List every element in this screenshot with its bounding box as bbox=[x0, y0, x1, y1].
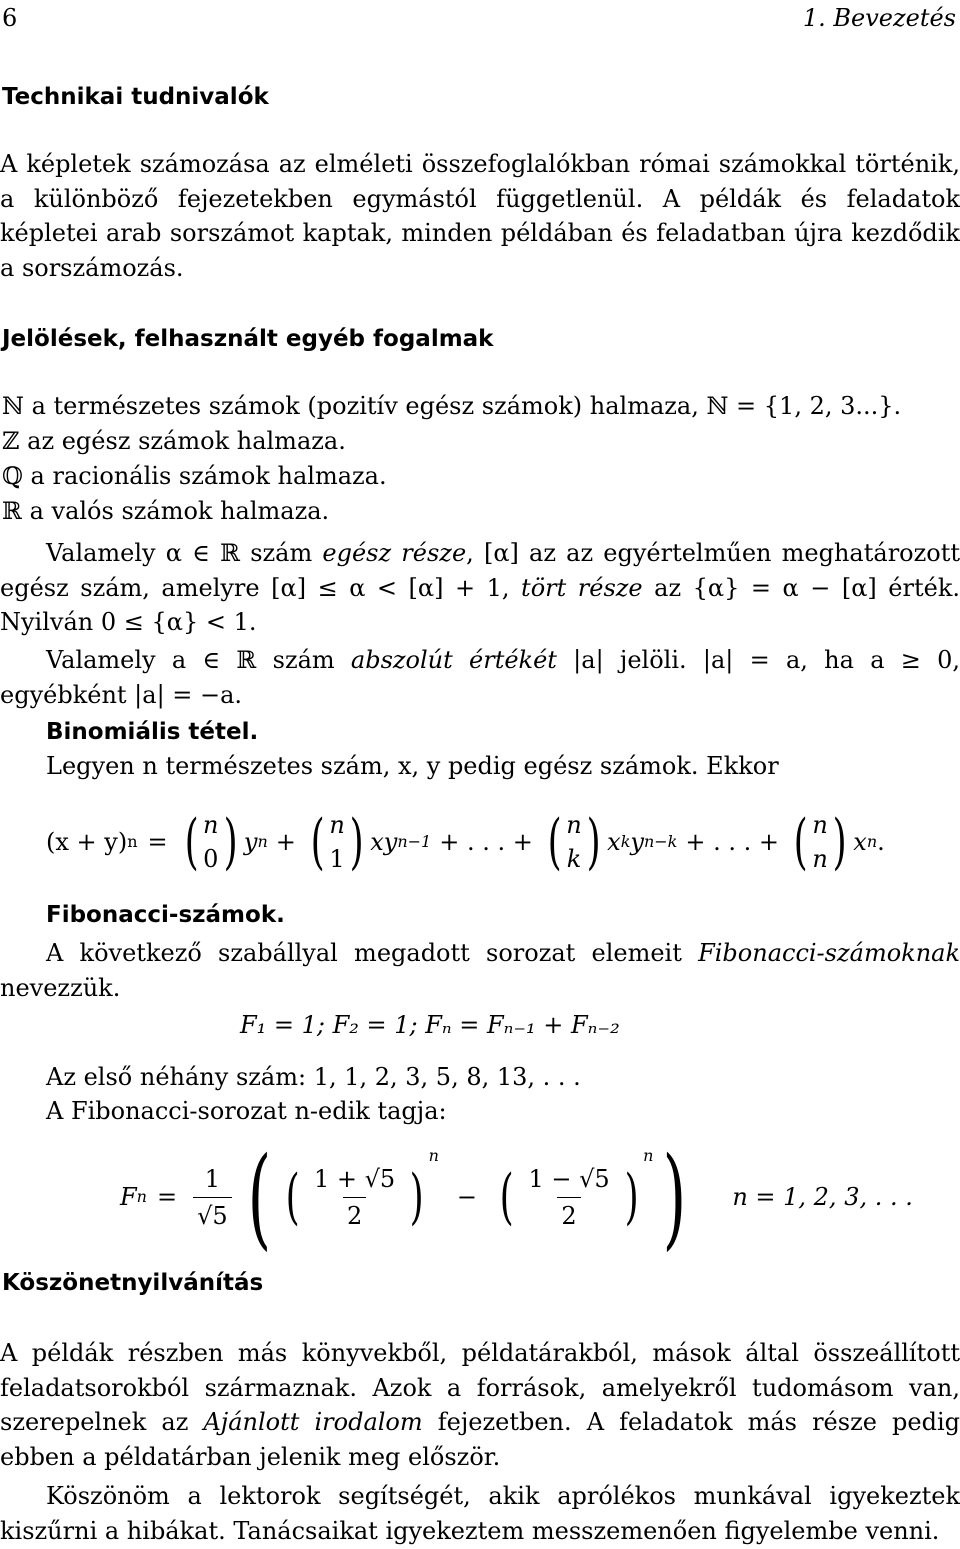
fibonacci-title: Fibonacci-számok. bbox=[46, 902, 285, 928]
term: x bbox=[853, 828, 867, 856]
binom-bottom: 1 bbox=[329, 845, 345, 873]
section-title-notation: Jelölések, felhasznált egyéb fogalmak bbox=[2, 326, 494, 352]
fibonacci-rule: F₁ = 1; F₂ = 1; Fₙ = Fₙ₋₁ + Fₙ₋₂ bbox=[240, 1011, 620, 1039]
paren: ) bbox=[409, 1162, 424, 1232]
text-run: A példák részben más könyvekből, példatárakból, mások által összeállított feladatsorokból származnak. Azok a források, amelyekről tudomásom van, szerepelnek az bbox=[0, 1339, 960, 1436]
paren: ) bbox=[624, 1162, 639, 1232]
binom-n-1 bbox=[306, 808, 368, 876]
equals: = bbox=[156, 1183, 178, 1211]
paren: ( bbox=[547, 807, 562, 877]
term: x bbox=[607, 828, 621, 856]
term: y bbox=[630, 828, 644, 856]
fraction-one-over-sqrt5 bbox=[193, 1165, 232, 1230]
lhs: (x + y) bbox=[46, 828, 128, 856]
term: y bbox=[243, 828, 258, 856]
integer-part-paragraph bbox=[0, 536, 960, 640]
thanks-paragraph-1 bbox=[0, 1336, 960, 1474]
minus: − bbox=[456, 1183, 478, 1211]
text-run: |a| jelöli. |a| = a, ha a ≥ 0, egyébként |a| = −a. bbox=[0, 646, 960, 709]
binom-bottom: k bbox=[566, 845, 582, 873]
paren: ( bbox=[285, 1162, 300, 1232]
binom-n-k bbox=[543, 808, 605, 876]
stack bbox=[566, 808, 581, 876]
binomial-formula: (x + y) n = ( n 0 ) y n + ( n 1 ) xy n−1 + . . . + ( n k ) x k y n−k + . . . + ( n n ) x n . bbox=[46, 807, 885, 877]
fraction-minus bbox=[524, 1165, 613, 1230]
term-fibonacci: Fibonacci-számoknak bbox=[698, 939, 960, 967]
binomial-title: Binomiális tétel. bbox=[46, 719, 259, 745]
fraction-plus bbox=[310, 1165, 399, 1230]
denominator: 2 bbox=[343, 1197, 366, 1230]
period: . bbox=[877, 828, 885, 856]
text-run: A következő szabállyal megadott sorozat elemeit bbox=[46, 939, 699, 967]
fibonacci-nth-intro: A Fibonacci-sorozat n-edik tagja: bbox=[46, 1097, 447, 1125]
paren: ( bbox=[310, 807, 325, 877]
running-header: 1. Bevezetés bbox=[802, 4, 956, 32]
term-absolute-value: abszolút értékét bbox=[350, 646, 557, 674]
section-title-thanks: Köszönetnyilvánítás bbox=[2, 1270, 264, 1296]
numerator: 1 + √5 bbox=[313, 1164, 396, 1193]
term-fractional-part: tört része bbox=[521, 573, 643, 602]
text-run: Valamely a ∈ ℝ szám bbox=[46, 646, 351, 674]
binom-n-0 bbox=[180, 808, 242, 876]
notation-Q: ℚ a racionális számok halmaza. bbox=[2, 462, 387, 490]
term: F bbox=[120, 1183, 137, 1211]
text-run: fejezetben. A feladatok más része pedig ebben a példatárban jelenik meg először. bbox=[0, 1408, 960, 1471]
paren: ) bbox=[586, 807, 601, 877]
text-run: nevezzük. bbox=[0, 973, 121, 1002]
thanks-paragraph-2: Köszönöm a lektorok segítségét, akik aprólékos munkával igyekeztek kiszűrni a hibákat. Tanácsaikat igyekeztem messzemenően figyelembe venni. bbox=[0, 1482, 960, 1545]
binom-n-n bbox=[789, 808, 851, 876]
denominator: 2 bbox=[557, 1197, 580, 1230]
paren: ) bbox=[223, 807, 238, 877]
fibonacci-first-terms: Az első néhány szám: 1, 1, 2, 3, 5, 8, 13, . . . bbox=[46, 1063, 581, 1091]
term-recommended-reading: Ajánlott irodalom bbox=[203, 1408, 423, 1436]
paren: ( bbox=[499, 1162, 514, 1232]
tech-paragraph: A képletek számozása az elméleti összefoglalókban római számokkal történik, a különböző fejezetekben egymástól függetlenül. A példák és feladatok képletei arab sorszámot kaptak, minden példában és feladatban újra kezdődik a sorszámozás. bbox=[0, 150, 960, 282]
denominator: √5 bbox=[193, 1197, 232, 1230]
paren: ( bbox=[184, 807, 199, 877]
equals: = bbox=[147, 828, 168, 856]
ellipsis: + . . . + bbox=[685, 828, 779, 856]
paren: ( bbox=[793, 807, 808, 877]
numerator: 1 − √5 bbox=[528, 1164, 610, 1193]
section-title-tech: Technikai tudnivalók bbox=[2, 84, 269, 110]
paren: ( bbox=[247, 1133, 271, 1261]
binom-bottom: 0 bbox=[203, 845, 219, 873]
text-run: az {α} = α − [α] érték. Nyilván 0 ≤ {α} < 1. bbox=[0, 573, 960, 636]
numerator: 1 bbox=[204, 1164, 220, 1193]
binom-top: n bbox=[329, 811, 345, 839]
stack bbox=[329, 808, 344, 876]
paren: ) bbox=[832, 807, 847, 877]
ellipsis: + . . . + bbox=[439, 828, 533, 856]
binom-top: n bbox=[203, 811, 219, 839]
binom-top: n bbox=[812, 811, 828, 839]
paren: ) bbox=[349, 807, 364, 877]
text-run: Valamely α ∈ ℝ szám bbox=[46, 539, 323, 567]
absolute-value-paragraph bbox=[0, 643, 960, 712]
paren: ) bbox=[663, 1133, 687, 1261]
binet-formula: F n = $\frac{1}{√5}$ ( ( $\frac{1 + √5}{2}$ ) n − ( $\frac{1 - √5}{2}$ ) n ) n = 1, 2, 3, . . . bbox=[120, 1133, 913, 1261]
fibonacci-intro bbox=[0, 936, 960, 1005]
term-integer-part: egész része bbox=[322, 539, 467, 567]
index-range: n = 1, 2, 3, . . . bbox=[732, 1183, 913, 1211]
stack bbox=[203, 808, 218, 876]
binom-bottom: n bbox=[812, 845, 828, 873]
notation-Z: ℤ az egész számok halmaza. bbox=[2, 427, 346, 455]
binomial-intro: Legyen n természetes szám, x, y pedig egész számok. Ekkor bbox=[46, 752, 779, 780]
binom-top: n bbox=[566, 811, 582, 839]
term: xy bbox=[370, 828, 398, 856]
stack bbox=[812, 808, 827, 876]
notation-R: ℝ a valós számok halmaza. bbox=[2, 497, 330, 525]
page-number: 6 bbox=[2, 4, 18, 32]
text-run: , [α] az az egyértelműen meghatározott egész szám, amelyre [α] ≤ α < [α] + 1, bbox=[0, 539, 960, 602]
notation-N: ℕ a természetes számok (pozitív egész számok) halmaza, ℕ = {1, 2, 3...}. bbox=[2, 392, 902, 420]
plus: + bbox=[275, 828, 296, 856]
